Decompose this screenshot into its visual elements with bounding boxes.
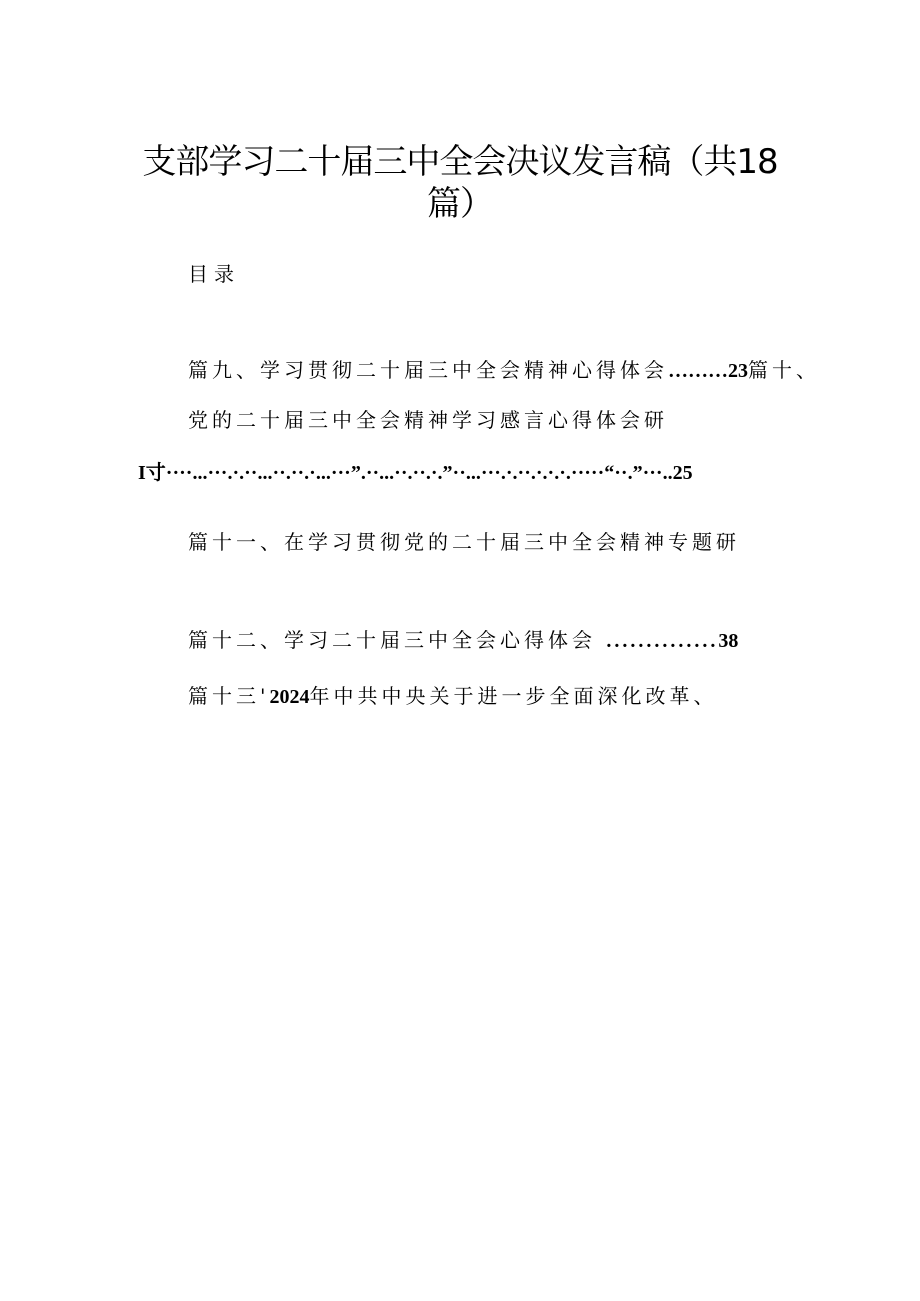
toc-entry-9 [188,354,820,383]
toc-entry-10 [188,404,668,433]
toc-entry-text: 篇十三' [188,684,270,708]
toc-entry-10-continued [138,456,693,485]
toc-entry-text: 篇九、学习贯彻二十届三中全会精神心得体会 [188,358,668,382]
toc-entry-page: 23 [728,360,748,382]
toc-entry-text: 篇十二、学习二十届三中全会心得体会 [188,628,596,652]
toc-entry-year: 2024 [269,686,310,708]
toc-entry-11 [188,526,740,555]
toc-entry-page: 38 [718,630,739,652]
document-title-line-2 [80,176,840,225]
toc-entry-leader: ……… [668,360,728,382]
document-title-line-2-text: 篇） [427,184,493,224]
toc-entry-leader: .............. [606,630,719,652]
toc-entry-text: 党的二十届三中全会精神学习感言心得体会研 [188,408,668,432]
toc-entry-13 [188,680,718,709]
toc-entry-12 [188,624,738,653]
document-title-line-1: 支部学习二十届三中全会决议发言稿（共18 [142,142,778,182]
toc-entry-rest: 年中共中央关于进一步全面深化改革、 [309,684,718,708]
toc-entry-text: 篇十一、在学习贯彻党的二十届三中全会精神专题研 [188,530,740,554]
toc-entry-text: I寸····...···.·.··...··.··.·...···”.··...··.··.·.”··...···.·.··.·.·.·.·····“··.”···..25 [138,462,693,484]
toc-entry-next-text: 篇十、 [748,358,820,382]
toc-heading: 目录 [188,262,240,286]
